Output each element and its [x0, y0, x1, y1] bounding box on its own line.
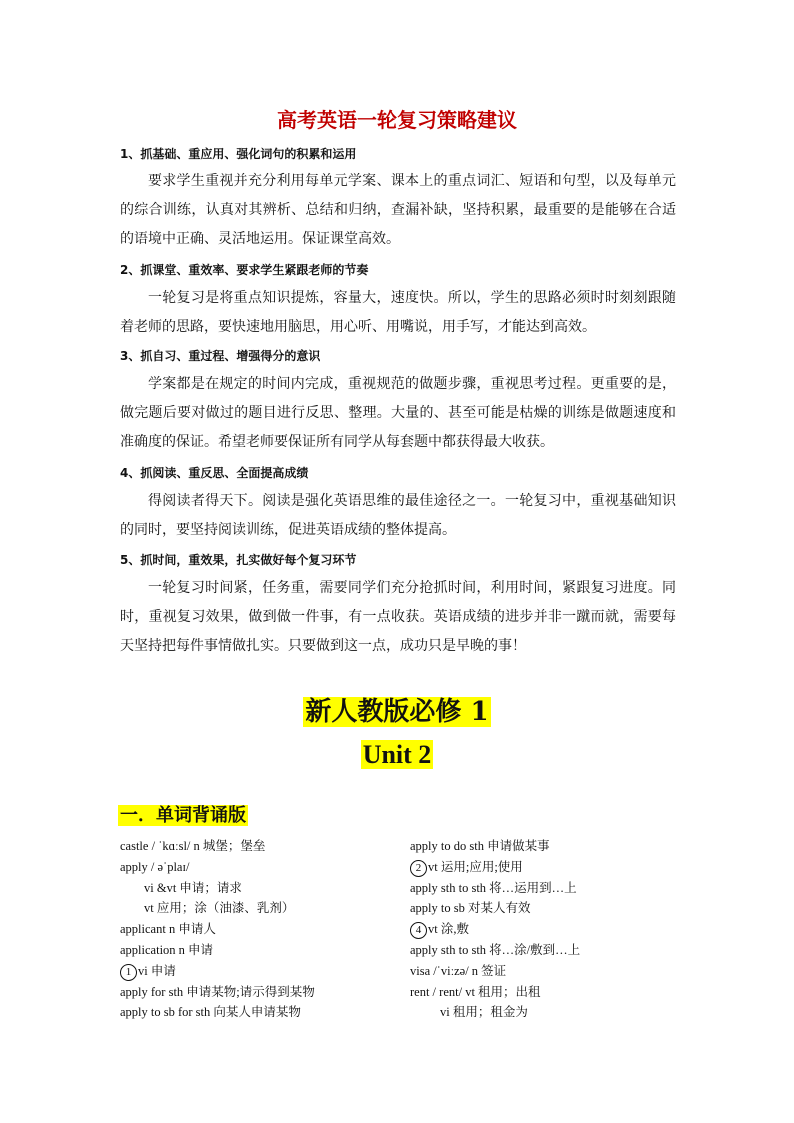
unit-title: Unit 2 — [362, 740, 432, 769]
vocab-heading-text: 一．单词背诵版 — [120, 805, 246, 826]
section-1-body: 要求学生重视并充分利用每单元学案、课本上的重点词汇、短语和句型，以及每单元的综合训练，认真对其辨析、总结和归纳，查漏补缺，坚持积累，最重要的是能够在合适的语境中正确、灵活地运用。保证课堂高效。 — [120, 173, 676, 247]
vocab-entry — [410, 1002, 700, 1023]
vocab-entry — [410, 982, 700, 1003]
sense-number-marker: 4 — [410, 922, 427, 939]
vocab-entry-text: vi &vt 申请；请求 — [144, 880, 242, 895]
vocab-entry — [120, 857, 400, 878]
section-5-heading: 5、抓时间，重效果，扎实做好每个复习环节 — [120, 553, 357, 567]
vocab-entry — [410, 940, 700, 961]
vocab-entry-text: rent / rent/ vt 租用；出租 — [410, 984, 541, 999]
vocab-entry — [120, 961, 400, 982]
vocab-entry — [120, 1002, 400, 1023]
vocab-heading — [118, 802, 248, 830]
vocab-entry-text: vt 应用；涂（油漆、乳剂） — [144, 901, 295, 916]
document-title: 高考英语一轮复习策略建议 — [277, 108, 517, 132]
section-2-heading: 2、抓课堂、重效率、要求学生紧跟老师的节奏 — [120, 263, 369, 277]
vocab-entry-text: apply sth to sth 将…涂/敷到…上 — [410, 942, 581, 957]
vocab-entry-text: apply to sb 对某人有效 — [410, 901, 531, 916]
vocab-entry-text: vi 申请 — [138, 963, 176, 978]
vocab-entry — [120, 836, 400, 857]
section-3-heading: 3、抓自习、重过程、增强得分的意识 — [120, 349, 321, 363]
vocab-entry-text: apply to sb for sth 向某人申请某物 — [120, 1005, 301, 1020]
section-4-body: 得阅读者得天下。阅读是强化英语思维的最佳途径之一。一轮复习中，重视基础知识的同时，要坚持阅读训练，促进英语成绩的整体提高。 — [120, 493, 676, 538]
vocab-entry-text: apply / əˈplaɪ/ — [120, 859, 190, 874]
vocab-entry — [120, 878, 400, 899]
vocab-entry — [410, 878, 700, 899]
vocab-entry — [410, 857, 700, 878]
vocab-entry-text: castle / ˈkɑːsl/ n 城堡；堡垒 — [120, 839, 266, 853]
vocab-entry-text: visa /ˈviːzə/ n 签证 — [410, 963, 507, 978]
sense-number-marker: 1 — [120, 964, 137, 981]
vocab-entry — [410, 836, 700, 857]
vocab-entry-text: vt 涂,敷 — [428, 922, 469, 937]
vocab-entry-text: apply for sth 申请某物;请示得到某物 — [120, 984, 315, 999]
vocab-entry-text: application n 申请 — [120, 942, 214, 957]
vocab-entry-text: vt 运用;应用;使用 — [428, 859, 523, 874]
textbook-banner — [0, 692, 794, 732]
vocab-entry — [410, 961, 700, 982]
vocab-entry-text: vi 租用；租金为 — [440, 1005, 528, 1020]
vocab-left-column — [120, 836, 400, 1023]
section-5-body: 一轮复习时间紧，任务重，需要同学们充分抢抓时间，利用时间，紧跟复习进度。同时，重视复习效果，做到做一件事，有一点收获。英语成绩的进步并非一蹴而就，需要每天坚持把每件事情做扎实。只要做到这一点，成功只是早晚的事！ — [120, 580, 676, 654]
section-3-body: 学案都是在规定的时间内完成，重视规范的做题步骤，重视思考过程。更重要的是，做完题后要对做过的题目进行反思、整理。大量的、甚至可能是枯燥的训练是做题速度和准确度的保证。希望老师要保证所有同学从每套题中都获得最大收获。 — [120, 376, 676, 450]
vocab-entry-text: apply sth to sth 将…运用到…上 — [410, 880, 577, 895]
section-4-heading: 4、抓阅读、重反思、全面提高成绩 — [120, 466, 309, 480]
vocab-entry-text: apply to do sth 申请做某事 — [410, 839, 550, 853]
vocab-entry — [410, 898, 700, 919]
vocab-right-column — [410, 836, 700, 1023]
vocab-entry — [120, 919, 400, 940]
vocab-entry-text: applicant n 申请人 — [120, 922, 216, 937]
sense-number-marker: 2 — [410, 860, 427, 877]
section-2-body: 一轮复习是将重点知识提炼，容量大，速度快。所以，学生的思路必须时时刻刻跟随着老师的思路，要快速地用脑思，用心听、用嘴说，用手写，才能达到高效。 — [120, 290, 676, 335]
textbook-title: 新人教版必修 1 — [305, 697, 489, 727]
vocab-entry — [410, 919, 700, 940]
section-1-heading: 1、抓基础、重应用、强化词句的积累和运用 — [120, 147, 357, 161]
vocab-entry — [120, 898, 400, 919]
unit-banner — [0, 736, 794, 774]
vocab-entry — [120, 982, 400, 1003]
vocab-entry — [120, 940, 400, 961]
